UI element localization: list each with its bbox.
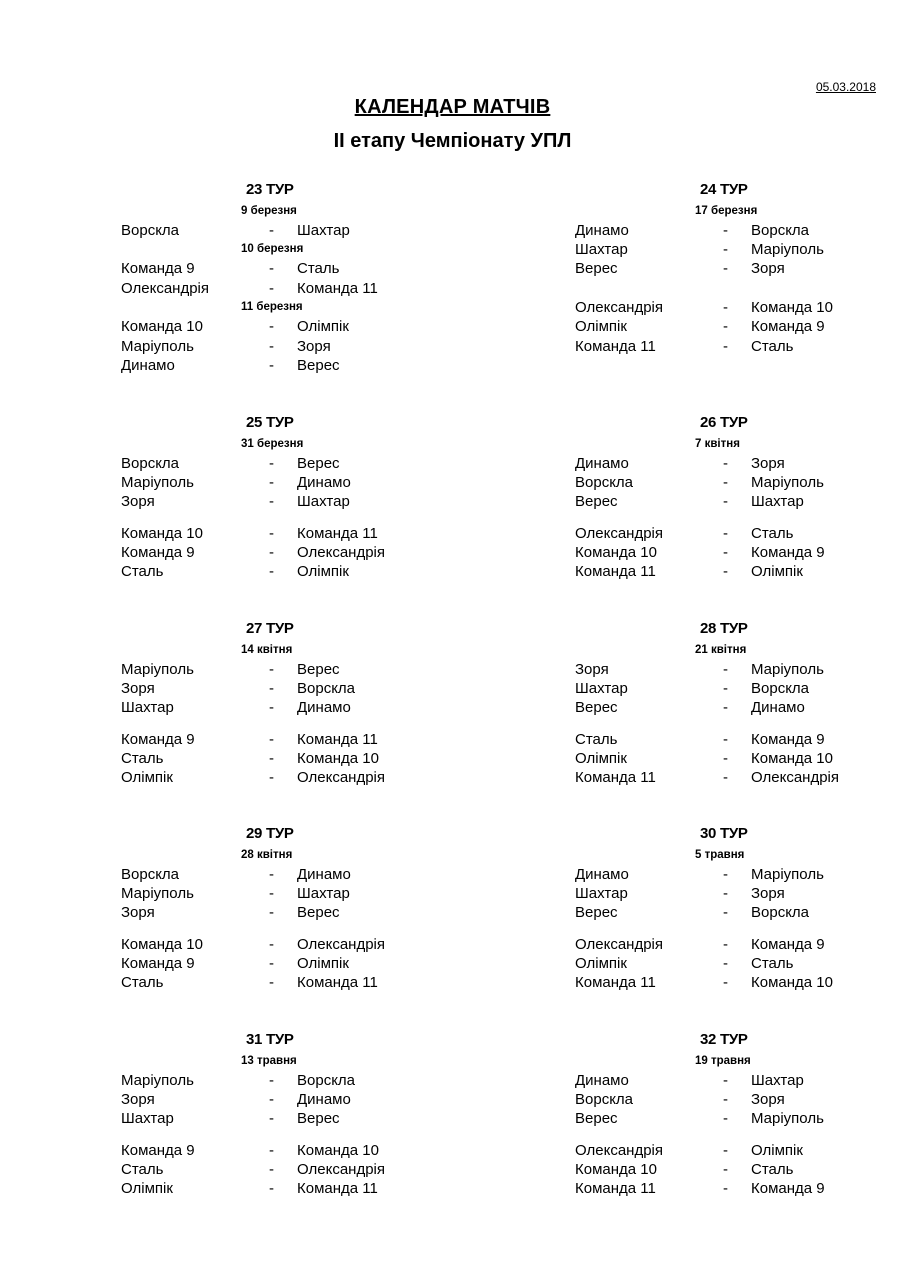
match-separator: - xyxy=(723,493,728,510)
tour-block xyxy=(575,414,905,614)
match-separator: - xyxy=(723,299,728,316)
match-row xyxy=(575,562,905,581)
match-date-label: 13 травня xyxy=(241,1055,297,1067)
match-separator: - xyxy=(269,338,274,355)
match-row xyxy=(121,903,461,922)
match-separator: - xyxy=(269,750,274,767)
match-row xyxy=(121,317,461,336)
match-separator: - xyxy=(723,769,728,786)
match-separator: - xyxy=(269,455,274,472)
match-row xyxy=(121,473,461,492)
tour-block xyxy=(121,825,461,1025)
away-team: Олександрія xyxy=(297,769,386,786)
match-row xyxy=(575,1109,905,1128)
home-team: Олімпік xyxy=(575,318,627,335)
match-row xyxy=(121,259,461,278)
match-separator: - xyxy=(269,974,274,991)
match-separator: - xyxy=(269,1161,274,1178)
away-team: Олександрія xyxy=(297,544,386,561)
home-team: Команда 10 xyxy=(121,936,203,953)
match-separator: - xyxy=(723,1180,728,1197)
match-row xyxy=(121,221,461,240)
away-team: Ворскла xyxy=(751,904,810,921)
away-team: Команда 10 xyxy=(751,299,833,316)
away-team: Олімпік xyxy=(751,1142,803,1159)
home-team: Ворскла xyxy=(575,474,634,491)
match-row xyxy=(121,524,461,543)
home-team: Динамо xyxy=(575,1072,629,1089)
away-team: Динамо xyxy=(297,474,351,491)
tour-block xyxy=(121,414,461,614)
home-team: Команда 11 xyxy=(575,769,656,786)
home-team: Команда 10 xyxy=(575,1161,657,1178)
match-date-label: 31 березня xyxy=(241,438,304,450)
match-row xyxy=(121,749,461,768)
tour-heading: 24 ТУР xyxy=(700,181,748,198)
home-team: Верес xyxy=(575,260,618,277)
away-team: Олександрія xyxy=(751,769,840,786)
home-team: Олімпік xyxy=(121,1180,173,1197)
away-team: Маріуполь xyxy=(751,474,824,491)
match-separator: - xyxy=(723,750,728,767)
match-row xyxy=(121,1179,461,1198)
tour-heading: 32 ТУР xyxy=(700,1031,748,1048)
away-team: Маріуполь xyxy=(751,866,824,883)
match-separator: - xyxy=(269,866,274,883)
match-row xyxy=(121,935,461,954)
home-team: Команда 9 xyxy=(121,260,195,277)
home-team: Олімпік xyxy=(575,750,627,767)
match-row xyxy=(575,730,905,749)
away-team: Сталь xyxy=(751,1161,794,1178)
match-separator: - xyxy=(269,1180,274,1197)
home-team: Команда 9 xyxy=(121,1142,195,1159)
match-separator: - xyxy=(269,885,274,902)
home-team: Ворскла xyxy=(121,455,180,472)
match-row xyxy=(121,454,461,473)
away-team: Шахтар xyxy=(297,885,350,902)
away-team: Динамо xyxy=(297,866,351,883)
away-team: Команда 9 xyxy=(751,1180,825,1197)
match-separator: - xyxy=(723,699,728,716)
match-separator: - xyxy=(269,769,274,786)
match-date-label: 28 квітня xyxy=(241,849,293,861)
home-team: Сталь xyxy=(121,1161,164,1178)
match-separator: - xyxy=(723,866,728,883)
match-separator: - xyxy=(269,474,274,491)
home-team: Ворскла xyxy=(121,866,180,883)
match-date-label: 7 квітня xyxy=(695,438,740,450)
away-team: Маріуполь xyxy=(751,1110,824,1127)
match-separator: - xyxy=(723,1072,728,1089)
away-team: Олімпік xyxy=(751,563,803,580)
match-separator: - xyxy=(723,544,728,561)
home-team: Верес xyxy=(575,1110,618,1127)
match-row xyxy=(575,749,905,768)
match-separator: - xyxy=(723,936,728,953)
home-team: Динамо xyxy=(575,866,629,883)
home-team: Верес xyxy=(575,904,618,921)
match-row xyxy=(121,768,461,787)
home-team: Сталь xyxy=(121,563,164,580)
match-separator: - xyxy=(269,357,274,374)
home-team: Олександрія xyxy=(575,299,664,316)
away-team: Команда 11 xyxy=(297,1180,378,1197)
match-row xyxy=(575,259,905,278)
match-row xyxy=(575,954,905,973)
home-team: Команда 9 xyxy=(121,544,195,561)
match-date xyxy=(121,641,461,660)
away-team: Зоря xyxy=(751,885,785,902)
away-team: Шахтар xyxy=(751,493,804,510)
match-separator: - xyxy=(723,260,728,277)
match-separator: - xyxy=(269,1091,274,1108)
away-team: Верес xyxy=(297,904,340,921)
match-row xyxy=(121,698,461,717)
match-row xyxy=(575,298,905,317)
match-row xyxy=(121,954,461,973)
match-separator: - xyxy=(723,731,728,748)
away-team: Олімпік xyxy=(297,955,349,972)
match-separator: - xyxy=(723,904,728,921)
match-separator: - xyxy=(723,222,728,239)
match-row xyxy=(121,356,461,375)
match-separator: - xyxy=(269,544,274,561)
match-date xyxy=(121,1052,461,1071)
match-separator: - xyxy=(723,974,728,991)
match-row xyxy=(575,884,905,903)
match-date xyxy=(121,435,461,454)
away-team: Команда 11 xyxy=(297,280,378,297)
match-date-label: 5 травня xyxy=(695,849,745,861)
match-separator: - xyxy=(723,563,728,580)
away-team: Шахтар xyxy=(297,222,350,239)
match-row xyxy=(575,492,905,511)
match-separator: - xyxy=(269,493,274,510)
away-team: Команда 10 xyxy=(297,750,379,767)
match-separator: - xyxy=(723,1110,728,1127)
match-row xyxy=(121,1160,461,1179)
home-team: Олімпік xyxy=(575,955,627,972)
tour-heading: 27 ТУР xyxy=(246,620,294,637)
home-team: Зоря xyxy=(121,493,155,510)
match-row xyxy=(121,279,461,298)
away-team: Зоря xyxy=(751,260,785,277)
match-row xyxy=(121,562,461,581)
home-team: Шахтар xyxy=(121,1110,174,1127)
match-row xyxy=(121,730,461,749)
away-team: Олімпік xyxy=(297,563,349,580)
match-row xyxy=(121,865,461,884)
match-row xyxy=(575,935,905,954)
home-team: Зоря xyxy=(121,680,155,697)
tour-heading: 31 ТУР xyxy=(246,1031,294,1048)
away-team: Шахтар xyxy=(297,493,350,510)
match-separator: - xyxy=(723,525,728,542)
away-team: Команда 10 xyxy=(751,750,833,767)
home-team: Олександрія xyxy=(575,525,664,542)
home-team: Команда 11 xyxy=(575,974,656,991)
match-row xyxy=(575,768,905,787)
match-separator: - xyxy=(269,1110,274,1127)
home-team: Команда 10 xyxy=(121,318,203,335)
away-team: Ворскла xyxy=(297,1072,356,1089)
match-date-label: 17 березня xyxy=(695,205,758,217)
match-row xyxy=(575,240,905,259)
home-team: Ворскла xyxy=(575,1091,634,1108)
home-team: Маріуполь xyxy=(121,1072,194,1089)
match-row xyxy=(575,543,905,562)
home-team: Олімпік xyxy=(121,769,173,786)
away-team: Команда 11 xyxy=(297,974,378,991)
away-team: Верес xyxy=(297,1110,340,1127)
match-separator: - xyxy=(269,936,274,953)
match-separator: - xyxy=(723,1161,728,1178)
home-team: Сталь xyxy=(121,974,164,991)
home-team: Верес xyxy=(575,493,618,510)
match-row xyxy=(575,1141,905,1160)
away-team: Команда 9 xyxy=(751,936,825,953)
away-team: Шахтар xyxy=(751,1072,804,1089)
home-team: Динамо xyxy=(575,222,629,239)
match-row xyxy=(575,1160,905,1179)
home-team: Маріуполь xyxy=(121,338,194,355)
document-subtitle: ІІ етапу Чемпіонату УПЛ xyxy=(333,130,572,152)
match-separator: - xyxy=(269,1072,274,1089)
tour-block xyxy=(575,620,905,820)
away-team: Сталь xyxy=(751,525,794,542)
away-team: Команда 11 xyxy=(297,525,378,542)
home-team: Команда 11 xyxy=(575,338,656,355)
match-separator: - xyxy=(269,222,274,239)
match-row xyxy=(121,679,461,698)
match-row xyxy=(121,660,461,679)
match-row xyxy=(121,1109,461,1128)
match-row xyxy=(575,903,905,922)
match-date xyxy=(575,641,905,660)
home-team: Зоря xyxy=(121,904,155,921)
away-team: Зоря xyxy=(751,455,785,472)
match-row xyxy=(575,1179,905,1198)
document-title: КАЛЕНДАР МАТЧІВ xyxy=(354,96,551,118)
away-team: Ворскла xyxy=(751,680,810,697)
tour-heading: 23 ТУР xyxy=(246,181,294,198)
match-row xyxy=(575,317,905,336)
match-row xyxy=(575,337,905,356)
match-separator: - xyxy=(269,680,274,697)
away-team: Ворскла xyxy=(297,680,356,697)
away-team: Динамо xyxy=(751,699,805,716)
match-date xyxy=(121,298,461,317)
home-team: Шахтар xyxy=(121,699,174,716)
away-team: Команда 9 xyxy=(751,318,825,335)
away-team: Динамо xyxy=(297,1091,351,1108)
match-row xyxy=(121,1090,461,1109)
match-separator: - xyxy=(723,455,728,472)
match-separator: - xyxy=(269,699,274,716)
away-team: Олександрія xyxy=(297,936,386,953)
match-row xyxy=(575,973,905,992)
away-team: Команда 10 xyxy=(297,1142,379,1159)
home-team: Зоря xyxy=(121,1091,155,1108)
match-separator: - xyxy=(269,260,274,277)
away-team: Верес xyxy=(297,661,340,678)
away-team: Ворскла xyxy=(751,222,810,239)
match-row xyxy=(575,865,905,884)
match-separator: - xyxy=(723,318,728,335)
home-team: Шахтар xyxy=(575,680,628,697)
home-team: Команда 11 xyxy=(575,1180,656,1197)
match-separator: - xyxy=(723,1142,728,1159)
away-team: Олександрія xyxy=(297,1161,386,1178)
away-team: Динамо xyxy=(297,699,351,716)
home-team: Команда 9 xyxy=(121,731,195,748)
match-separator: - xyxy=(723,955,728,972)
match-date xyxy=(121,202,461,221)
home-team: Команда 11 xyxy=(575,563,656,580)
tour-heading: 26 ТУР xyxy=(700,414,748,431)
tour-block xyxy=(121,620,461,820)
home-team: Команда 9 xyxy=(121,955,195,972)
away-team: Команда 9 xyxy=(751,731,825,748)
home-team: Маріуполь xyxy=(121,474,194,491)
match-separator: - xyxy=(723,241,728,258)
tour-block xyxy=(121,181,461,381)
match-separator: - xyxy=(269,525,274,542)
match-date xyxy=(575,202,905,221)
away-team: Команда 9 xyxy=(751,544,825,561)
match-date-label: 14 квітня xyxy=(241,644,293,656)
away-team: Зоря xyxy=(751,1091,785,1108)
match-date xyxy=(575,435,905,454)
away-team: Маріуполь xyxy=(751,241,824,258)
match-separator: - xyxy=(269,731,274,748)
away-team: Сталь xyxy=(751,955,794,972)
home-team: Шахтар xyxy=(575,885,628,902)
match-row xyxy=(121,492,461,511)
match-separator: - xyxy=(269,955,274,972)
away-team: Сталь xyxy=(751,338,794,355)
match-separator: - xyxy=(723,338,728,355)
match-date-label: 21 квітня xyxy=(695,644,747,656)
home-team: Маріуполь xyxy=(121,661,194,678)
match-separator: - xyxy=(269,318,274,335)
away-team: Олімпік xyxy=(297,318,349,335)
match-separator: - xyxy=(269,280,274,297)
match-separator: - xyxy=(723,885,728,902)
match-row xyxy=(121,1141,461,1160)
tour-heading: 25 ТУР xyxy=(246,414,294,431)
match-date-label: 9 березня xyxy=(241,205,297,217)
away-team: Зоря xyxy=(297,338,331,355)
match-row xyxy=(575,221,905,240)
match-separator: - xyxy=(269,661,274,678)
tour-block xyxy=(575,181,905,381)
tour-block xyxy=(575,825,905,1025)
away-team: Команда 10 xyxy=(751,974,833,991)
document-date: 05.03.2018 xyxy=(815,80,876,94)
tour-heading: 28 ТУР xyxy=(700,620,748,637)
match-date-label: 19 травня xyxy=(695,1055,751,1067)
match-date xyxy=(121,846,461,865)
match-separator: - xyxy=(269,563,274,580)
match-separator: - xyxy=(269,904,274,921)
match-separator: - xyxy=(723,661,728,678)
home-team: Верес xyxy=(575,699,618,716)
tour-heading: 30 ТУР xyxy=(700,825,748,842)
home-team: Динамо xyxy=(575,455,629,472)
match-separator: - xyxy=(269,1142,274,1159)
home-team: Ворскла xyxy=(121,222,180,239)
match-row xyxy=(575,660,905,679)
home-team: Маріуполь xyxy=(121,885,194,902)
home-team: Сталь xyxy=(121,750,164,767)
match-row xyxy=(575,524,905,543)
match-separator: - xyxy=(723,474,728,491)
match-row xyxy=(575,698,905,717)
match-row xyxy=(575,1090,905,1109)
match-row xyxy=(121,884,461,903)
home-team: Олександрія xyxy=(575,936,664,953)
home-team: Команда 10 xyxy=(575,544,657,561)
match-row xyxy=(575,454,905,473)
match-date xyxy=(575,1052,905,1071)
match-row xyxy=(121,973,461,992)
away-team: Верес xyxy=(297,455,340,472)
match-row xyxy=(121,337,461,356)
match-date-label: 11 березня xyxy=(241,301,303,313)
match-separator: - xyxy=(723,680,728,697)
home-team: Динамо xyxy=(121,357,175,374)
home-team: Олександрія xyxy=(121,280,210,297)
tour-heading: 29 ТУР xyxy=(246,825,294,842)
match-row xyxy=(121,1071,461,1090)
away-team: Маріуполь xyxy=(751,661,824,678)
away-team: Сталь xyxy=(297,260,340,277)
match-row xyxy=(575,473,905,492)
away-team: Верес xyxy=(297,357,340,374)
match-separator: - xyxy=(723,1091,728,1108)
match-row xyxy=(575,1071,905,1090)
tour-block xyxy=(575,1031,905,1231)
match-date-label: 10 березня xyxy=(241,243,304,255)
home-team: Шахтар xyxy=(575,241,628,258)
match-date xyxy=(121,240,461,259)
home-team: Сталь xyxy=(575,731,618,748)
home-team: Команда 10 xyxy=(121,525,203,542)
tour-block xyxy=(121,1031,461,1231)
match-date xyxy=(575,846,905,865)
match-row xyxy=(121,543,461,562)
away-team: Команда 11 xyxy=(297,731,378,748)
match-row xyxy=(575,679,905,698)
home-team: Зоря xyxy=(575,661,609,678)
home-team: Олександрія xyxy=(575,1142,664,1159)
